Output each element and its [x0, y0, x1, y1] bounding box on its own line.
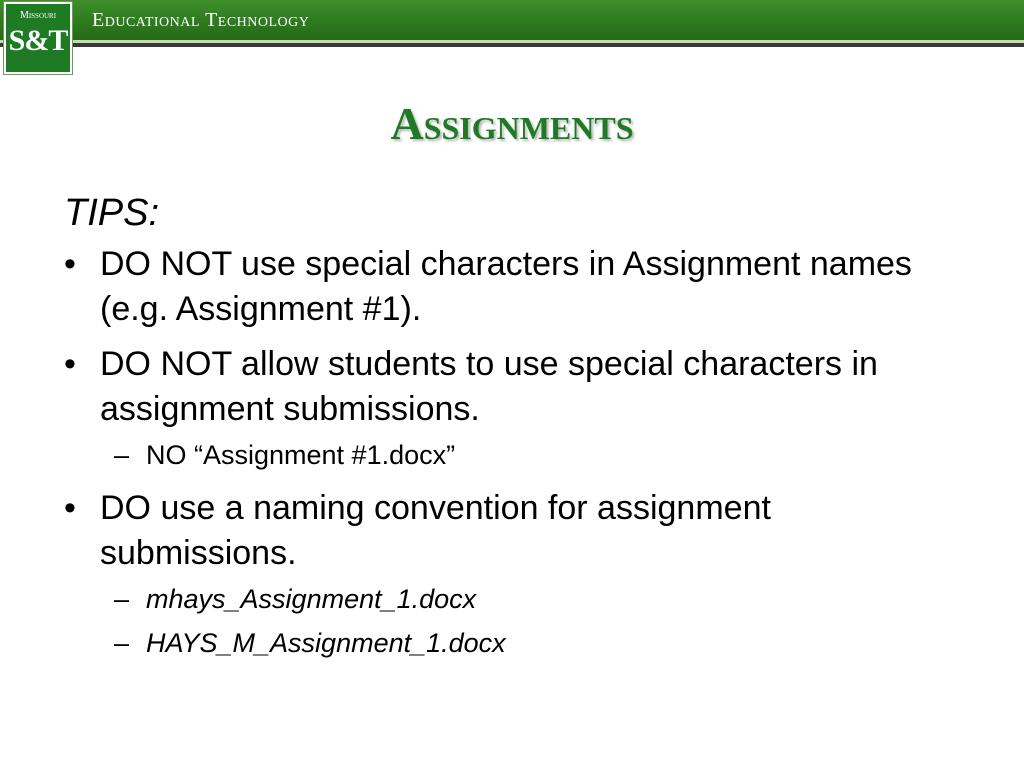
- sub-bullet-text: mhays_Assignment_1.docx: [146, 584, 477, 614]
- sub-bullet-text: HAYS_M_Assignment_1.docx: [146, 628, 506, 658]
- sub-bullet-marker: –: [114, 440, 130, 470]
- bullet-marker: •: [64, 345, 76, 383]
- sub-bullet-marker: –: [114, 628, 130, 658]
- bullet-text: DO NOT use special characters in Assignment names (e.g. Assignment #1).: [100, 245, 912, 328]
- bullet-marker: •: [64, 489, 76, 527]
- sub-bullet-item: [64, 580, 964, 618]
- banner-title: Educational Technology: [92, 9, 310, 31]
- sub-bullet-marker: –: [114, 584, 130, 614]
- slide-content: [64, 188, 964, 674]
- slide-title: Assignments: [390, 98, 634, 149]
- bullet-item: [64, 342, 964, 432]
- bullet-text: DO NOT allow students to use special characters in assignment submissions.: [100, 345, 878, 428]
- bullet-item: [64, 242, 964, 332]
- tips-heading: TIPS:: [64, 192, 160, 234]
- bullet-item: [64, 486, 964, 576]
- bullet-text: DO use a naming convention for assignment submissions.: [100, 489, 771, 572]
- sub-bullet-item: [64, 624, 964, 662]
- banner-stripe-dark: [0, 43, 1024, 47]
- logo-top-text: Missouri: [19, 10, 57, 21]
- bullet-marker: •: [64, 245, 76, 283]
- sub-bullet-text: NO “Assignment #1.docx”: [146, 440, 456, 470]
- logo-main-text: S&T: [8, 24, 68, 57]
- sub-bullet-item: [64, 436, 964, 474]
- header-banner: [0, 0, 1024, 40]
- university-logo: [4, 2, 72, 74]
